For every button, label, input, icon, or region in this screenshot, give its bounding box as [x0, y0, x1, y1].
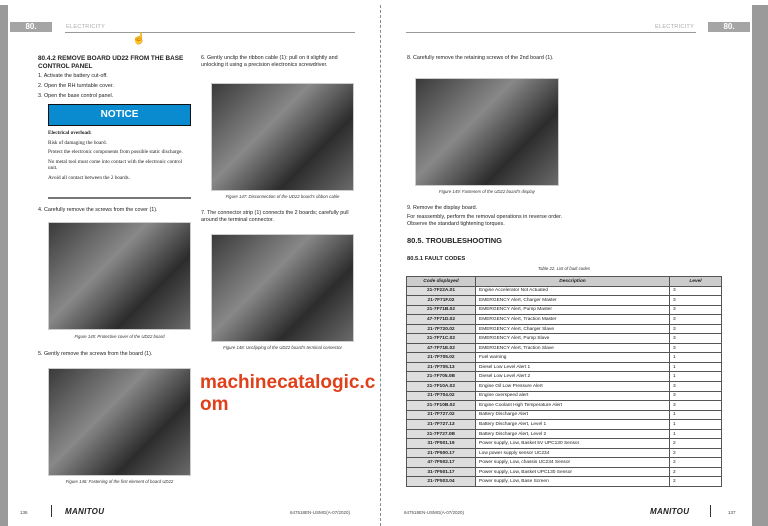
notice-banner: NOTICE — [48, 104, 191, 126]
notice-line: Protect the electronic components from possible static discharge. — [48, 149, 183, 156]
table-row — [407, 372, 722, 382]
description-cell: Power supply, Low, Basket 5V UPC130 Sensor — [476, 439, 670, 449]
page-divider — [380, 5, 381, 526]
notice-line: Electrical overload: — [48, 130, 92, 136]
code-cell: 21-7F720.02 — [407, 324, 476, 334]
table-row — [407, 401, 722, 411]
page-number: 136 — [20, 510, 28, 515]
step: 8. Carefully remove the retaining screws of the 2nd board (1). — [407, 55, 554, 61]
code-cell: 21-7F71B.02 — [407, 305, 476, 315]
level-cell: 3 — [670, 286, 722, 296]
table-row — [407, 410, 722, 420]
level-cell: 2 — [670, 448, 722, 458]
code-cell: 21-7F22A.01 — [407, 286, 476, 296]
table-row — [407, 467, 722, 477]
section-heading: 80.5. TROUBLESHOOTING — [407, 236, 503, 245]
description-cell: Diesel Low Level Alert 1 — [476, 362, 670, 372]
level-cell: 3 — [670, 315, 722, 325]
figure-caption: Figure 145: Protective cover of the UD22 board — [74, 334, 165, 339]
column-header: Code displayed — [407, 277, 476, 287]
step: 9. Remove the display board. — [407, 205, 478, 211]
table-row — [407, 391, 722, 401]
notice-line: Avoid all contact between the 2 boards. — [48, 174, 130, 181]
code-cell: 21-7F727.02 — [407, 410, 476, 420]
code-cell: 21-7F71F.02 — [407, 296, 476, 306]
table-row — [407, 458, 722, 468]
description-cell: Battery Discharge Alert, Level 1 — [476, 420, 670, 430]
level-cell: 2 — [670, 458, 722, 468]
description-cell: EMERGENCY Alert, Charger Slave — [476, 324, 670, 334]
left-column — [38, 55, 193, 100]
page-number: 137 — [728, 510, 736, 515]
table-row — [407, 420, 722, 430]
level-cell: 3 — [670, 296, 722, 306]
section-heading: 80.4.2 REMOVE BOARD UD22 FROM THE BASE CONTROL PANEL — [38, 55, 184, 70]
code-cell: 21-7F727.0B — [407, 429, 476, 439]
code-cell: 21-7F503.04 — [407, 477, 476, 487]
header-rule — [406, 32, 696, 33]
code-cell: 21-7F704.02 — [407, 391, 476, 401]
level-cell: 1 — [670, 420, 722, 430]
level-cell: 1 — [670, 372, 722, 382]
page-header: ELECTRICITY — [66, 24, 106, 30]
hand-cursor-icon: ☝ — [132, 33, 146, 45]
column-header: Level — [670, 277, 722, 287]
code-cell: 21-7F10B.02 — [407, 401, 476, 411]
description-cell: Engine overspeed alert — [476, 391, 670, 401]
figure-148-photo — [211, 234, 354, 342]
paragraph: For reassembly, perform the removal operations in reverse order. Observe the standard tightening torques. — [407, 214, 563, 227]
description-cell: Power supply, Low, Basket UPC130 Sensor — [476, 467, 670, 477]
page-edge-right — [752, 5, 768, 526]
table-row — [407, 362, 722, 372]
description-cell: Engine Coolant High Temperature Alert — [476, 401, 670, 411]
step: 3. Open the base control panel. — [38, 93, 114, 99]
code-cell: 47-7F71E.02 — [407, 343, 476, 353]
description-cell: Power supply, Low, chassis UC234 Sensor — [476, 458, 670, 468]
level-cell: 3 — [670, 305, 722, 315]
figure-145-photo — [48, 222, 191, 330]
watermark: machinecatalogic.com — [200, 372, 376, 415]
fault-code-table — [406, 276, 722, 487]
level-cell: 3 — [670, 382, 722, 392]
step: 1. Activate the battery cut-off. — [38, 73, 108, 79]
step: 2. Open the RH turntable cover. — [38, 83, 114, 89]
table-row — [407, 305, 722, 315]
footer-divider — [710, 505, 711, 517]
step: 7. The connector strip (1) connects the 2 boards; carefully pull around the terminal connector. — [201, 210, 349, 223]
description-cell: EMERGENCY Alert, Traction Master — [476, 315, 670, 325]
level-cell: 2 — [670, 477, 722, 487]
description-cell: Engine Oil Low Pressure Alert — [476, 382, 670, 392]
code-cell: 21-7F705.0B — [407, 372, 476, 382]
code-cell: 21-7F10A.02 — [407, 382, 476, 392]
step: 5. Gently remove the screws from the board (1). — [38, 351, 153, 357]
step: 4. Carefully remove the screws from the cover (1). — [38, 207, 158, 213]
level-cell: 1 — [670, 429, 722, 439]
table-row — [407, 286, 722, 296]
level-cell: 1 — [670, 362, 722, 372]
description-cell: EMERGENCY Alert, Traction Slave — [476, 343, 670, 353]
section-number: 80. — [10, 22, 52, 32]
table-row — [407, 315, 722, 325]
doc-reference: 647518EN-USMG(A-07/2020) — [404, 510, 465, 515]
code-cell: 47-7F502.17 — [407, 458, 476, 468]
figure-146-photo — [48, 368, 191, 476]
table-row — [407, 382, 722, 392]
page-header: ELECTRICITY — [655, 24, 695, 30]
notice-line: Risk of damaging the board. — [48, 139, 107, 146]
description-cell: Fuel warning — [476, 353, 670, 363]
level-cell: 1 — [670, 410, 722, 420]
table-row — [407, 353, 722, 363]
footer-divider — [51, 505, 52, 517]
subsection-heading: 80.5.1 FAULT CODES — [407, 256, 466, 262]
figure-caption: Figure 148: Unclipping of the UD22 board's terminal connector — [223, 345, 342, 350]
description-cell: Engine Accelerator Not Actuated — [476, 286, 670, 296]
description-cell: Battery Discharge Alert, Level 2 — [476, 429, 670, 439]
level-cell: 3 — [670, 334, 722, 344]
level-cell: 3 — [670, 324, 722, 334]
level-cell: 3 — [670, 343, 722, 353]
manitou-logo: MANITOU — [65, 507, 105, 516]
table-row — [407, 343, 722, 353]
table-row — [407, 448, 722, 458]
code-cell: 21-7F727.13 — [407, 420, 476, 430]
description-cell: Power supply, Low, Base Screen — [476, 477, 670, 487]
figure-caption: Figure 146: Fastening of the first element of board UD22 — [65, 479, 174, 484]
table-row — [407, 439, 722, 449]
description-cell: Diesel Low Level Alert 2 — [476, 372, 670, 382]
level-cell: 2 — [670, 439, 722, 449]
table-row — [407, 477, 722, 487]
step: 6. Gently unclip the ribbon cable (1): pull on it slightly and unlocking it using a precision electronics screwdriver. — [201, 55, 338, 68]
code-cell: 21-7F705.13 — [407, 362, 476, 372]
code-cell: 21-7F500.17 — [407, 448, 476, 458]
figure-149-photo — [415, 78, 559, 186]
table-row — [407, 296, 722, 306]
table-row — [407, 334, 722, 344]
doc-reference: 647518EN-USMG(A-07/2020) — [290, 510, 351, 515]
notice-rule — [48, 197, 191, 199]
code-cell: 31-7F501.19 — [407, 439, 476, 449]
code-cell: 47-7F71D.02 — [407, 315, 476, 325]
description-cell: EMERGENCY Alert, Charger Master — [476, 296, 670, 306]
figure-147-photo — [211, 83, 354, 191]
table-row — [407, 324, 722, 334]
level-cell: 2 — [670, 467, 722, 477]
section-number: 80. — [708, 22, 750, 32]
level-cell: 3 — [670, 391, 722, 401]
level-cell: 3 — [670, 401, 722, 411]
notice-body — [48, 130, 191, 182]
figure-caption: Figure 149: Fasteners of the UD22 board's display — [439, 189, 535, 194]
code-cell: 21-7F71C.02 — [407, 334, 476, 344]
column-header: Description — [476, 277, 670, 287]
table-row — [407, 429, 722, 439]
header-rule — [65, 32, 355, 33]
table-caption: Table 22. List of fault codes — [537, 266, 591, 271]
notice-line: No metal tool must come into contact with the electronic control unit. — [48, 158, 182, 172]
description-cell: Low power supply sensor UC234 — [476, 448, 670, 458]
code-cell: 21-7F705.02 — [407, 353, 476, 363]
manitou-logo: MANITOU — [650, 507, 690, 516]
description-cell: Battery Discharge Alert — [476, 410, 670, 420]
page-edge-left — [0, 5, 8, 526]
description-cell: EMERGENCY Alert, Pump Master — [476, 305, 670, 315]
level-cell: 1 — [670, 353, 722, 363]
figure-caption: Figure 147: Disconnection of the UD22 board's ribbon cable — [225, 194, 340, 199]
description-cell: EMERGENCY Alert, Pump Slave — [476, 334, 670, 344]
code-cell: 31-7F501.17 — [407, 467, 476, 477]
